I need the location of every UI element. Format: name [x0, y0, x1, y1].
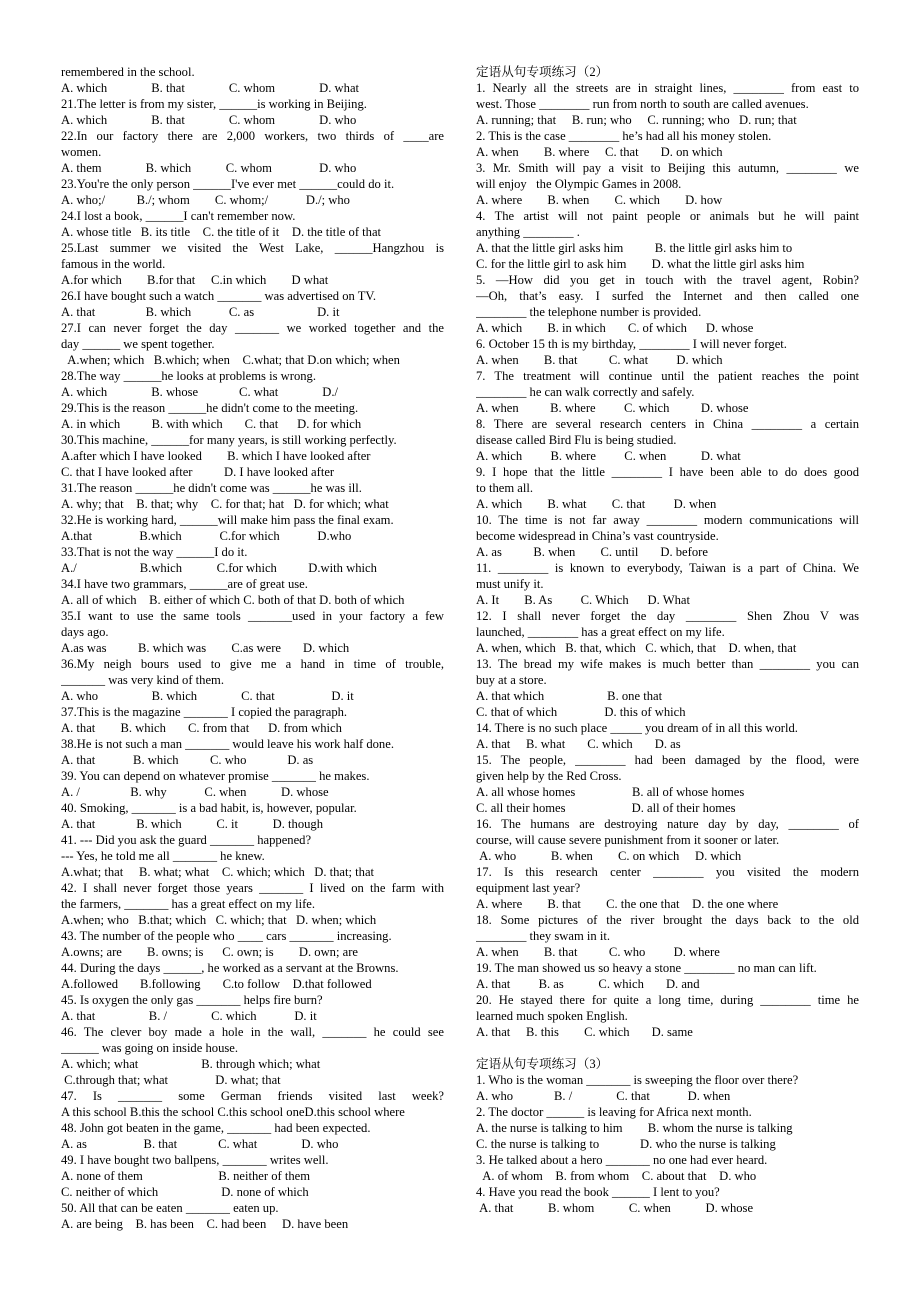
answer-options: A.owns; are B. owns; is C. own; is D. own; are [61, 945, 358, 959]
question-stem: 8. There are several research centers in China ________ a certain [476, 417, 859, 431]
question-stem: 23.You're the only person ______I've ever met ______could do it. [61, 177, 395, 191]
answer-options: A.when; which B.which; when C.what; that D.on which; when [61, 353, 400, 367]
question-stem: 22.In our factory there are 2,000 workers, two thirds of ____are [61, 129, 444, 143]
answer-options: C. that of which D. this of which [476, 705, 686, 719]
text-line: launched, ________ has a great effect on my life. [476, 625, 725, 639]
question-stem: 11. ________ is known to everybody, Taiwan is a part of China. We [476, 561, 859, 575]
answer-options: A. that B. which C. as D. it [61, 305, 340, 319]
answer-options: A. in which B. with which C. that D. for which [61, 417, 362, 431]
question-stem: 3. Mr. Smith will pay a visit to Beijing this autumn, ________ we [476, 161, 859, 175]
answer-options: A.what; that B. what; what C. which; which D. that; that [61, 865, 375, 879]
text-line: days ago. [61, 625, 109, 639]
answer-options: A. as B. that C. what D. who [61, 1137, 339, 1151]
answer-options: A. It B. As C. Which D. What [476, 593, 690, 607]
right-column [476, 64, 859, 1216]
answer-options: A. which B. what C. that D. when [476, 497, 717, 511]
text-line: buy at a store. [476, 673, 547, 687]
answer-options: A. which B. whose C. what D./ [61, 385, 339, 399]
answer-options: A.after which I have looked B. which I have looked after [61, 449, 371, 463]
text-line: course, will cause severe punishment from it sooner or later. [476, 833, 780, 847]
answer-options: A. that B. which C. it D. though [61, 817, 324, 831]
question-stem: 38.He is not such a man _______ would leave his work half done. [61, 737, 394, 751]
text-line: --- Yes, he told me all _______ he knew. [61, 849, 265, 863]
answer-options: A.as was B. which was C.as were D. which [61, 641, 350, 655]
question-stem: 29.This is the reason ______he didn't come to the meeting. [61, 401, 359, 415]
question-stem: 4. The artist will not paint people or animals but he will paint [476, 209, 859, 223]
text-line: learned much spoken English. [476, 1009, 628, 1023]
question-stem: 36.My neigh bours used to give me a hand in time of trouble, [61, 657, 444, 671]
question-stem: 7. The treatment will continue until the patient reaches the point [476, 369, 859, 383]
answer-options: A. when B. that C. what D. which [476, 353, 723, 367]
answer-options: A. that which B. one that [476, 689, 663, 703]
section-heading: 定语从句专项练习（2） [476, 65, 609, 79]
question-stem: 15. The people, ________ had been damaged by the flood, were [476, 753, 859, 767]
answer-options: A. who;/ B./; whom C. whom;/ D./; who [61, 193, 350, 207]
text-line: anything ________ . [476, 225, 580, 239]
answer-options: A./ B.which C.for which D.with which [61, 561, 377, 575]
answer-options: A. none of them B. neither of them [61, 1169, 311, 1183]
answer-options: A. when B. where C. which D. whose [476, 401, 749, 415]
text-line: A this school B.this the school C.this school oneD.this school where [61, 1105, 405, 1119]
answer-options: A. that B. which C. from that D. from which [61, 721, 342, 735]
question-stem: 13. The bread my wife makes is much better than ________ you can [476, 657, 859, 671]
question-stem: 25.Last summer we visited the West Lake, ______Hangzhou is [61, 241, 444, 255]
answer-options: A. that B. as C. which D. and [476, 977, 700, 991]
question-stem: 24.I lost a book, ______I can't remember now. [61, 209, 296, 223]
text-line: women. [61, 145, 102, 159]
question-stem: 14. There is no such place _____ you dream of in all this world. [476, 721, 798, 735]
question-stem: 35.I want to use the same tools _______used in your factory a few [61, 609, 444, 623]
question-stem: 48. John got beaten in the game, _______ had been expected. [61, 1121, 371, 1135]
answer-options: A. when B. that C. who D. where [476, 945, 720, 959]
question-stem: 32.He is working hard, ______will make him pass the final exam. [61, 513, 394, 527]
question-stem: 6. October 15 th is my birthday, ________ I will never forget. [476, 337, 787, 351]
answer-options: A. of whom B. from whom C. about that D. who [476, 1169, 757, 1183]
text-line: ______ was going on inside house. [61, 1041, 239, 1055]
text-line: will enjoy the Olympic Games in 2008. [476, 177, 682, 191]
answer-options: A. running; that B. run; who C. running; who D. run; that [476, 113, 797, 127]
question-stem: 1. Nearly all the streets are in straight lines, ________ from east to [476, 81, 859, 95]
answer-options: A. that B. whom C. when D. whose [476, 1201, 754, 1215]
answer-options: A. which B. where C. when D. what [476, 449, 741, 463]
text-line: ________ he can walk correctly and safely. [476, 385, 695, 399]
answer-options: A. when B. where C. that D. on which [476, 145, 723, 159]
question-stem: 10. The time is not far away ________ modern communications will [476, 513, 859, 527]
question-stem: 17. Is this research center ________ you visited the modern [476, 865, 859, 879]
answer-options: C. for the little girl to ask him D. what the little girl asks him [476, 257, 805, 271]
answer-options: A. where B. when C. which D. how [476, 193, 723, 207]
answer-options: A. which B. in which C. of which D. whose [476, 321, 754, 335]
answer-options: C. neither of which D. none of which [61, 1185, 309, 1199]
answer-options: A.that B.which C.for which D.who [61, 529, 352, 543]
question-stem: 46. The clever boy made a hole in the wall, _______ he could see [61, 1025, 444, 1039]
question-stem: 45. Is oxygen the only gas _______ helps fire burn? [61, 993, 323, 1007]
answer-options: A. which; what B. through which; what [61, 1057, 321, 1071]
text-line: must unify it. [476, 577, 544, 591]
answer-options: A. all of which B. either of which C. both of that D. both of which [61, 593, 405, 607]
answer-options: A. are being B. has been C. had been D. have been [61, 1217, 349, 1231]
answer-options: A. who B. / C. that D. when [476, 1089, 731, 1103]
question-stem: 40. Smoking, _______ is a bad habit, is, however, popular. [61, 801, 357, 815]
answer-options: A.followed B.following C.to follow D.that followed [61, 977, 372, 991]
answer-options: C. that I have looked after D. I have looked after [61, 465, 335, 479]
answer-options: C. all their homes D. all of their homes [476, 801, 736, 815]
question-stem: 30.This machine, ______for many years, is still working perfectly. [61, 433, 397, 447]
question-stem: 50. All that can be eaten _______ eaten up. [61, 1201, 279, 1215]
question-stem: 2. This is the case ________ he’s had all his money stolen. [476, 129, 772, 143]
answer-options: A. who B. when C. on which D. which [476, 849, 742, 863]
answer-options: A. the nurse is talking to him B. whom the nurse is talking [476, 1121, 793, 1135]
blank-line [476, 1040, 859, 1056]
question-stem: 5. —How did you get in touch with the travel agent, Robin? [476, 273, 859, 287]
text-line: equipment last year? [476, 881, 581, 895]
question-stem: 2. The doctor ______ is leaving for Africa next month. [476, 1105, 752, 1119]
question-stem: 21.The letter is from my sister, ______is working in Beijing. [61, 97, 367, 111]
answer-options: A. / B. why C. when D. whose [61, 785, 329, 799]
answer-options: C. the nurse is talking to D. who the nurse is talking [476, 1137, 776, 1151]
question-stem: 1. Who is the woman _______ is sweeping the floor over there? [476, 1073, 799, 1087]
question-stem: 9. I hope that the little ________ I have been able to do does good [476, 465, 859, 479]
text-line: _______ was very kind of them. [61, 673, 224, 687]
question-stem: 27.I can never forget the day _______ we worked together and the [61, 321, 444, 335]
question-stem: 41. --- Did you ask the guard _______ happened? [61, 833, 312, 847]
question-stem: 37.This is the magazine _______ I copied the paragraph. [61, 705, 348, 719]
text-line: to them all. [476, 481, 534, 495]
answer-options: A.for which B.for that C.in which D what [61, 273, 329, 287]
question-stem: 4. Have you read the book ______ I lent to you? [476, 1185, 720, 1199]
question-stem: 28.The way ______he looks at problems is wrong. [61, 369, 316, 383]
question-stem: 49. I have bought two ballpens, _______ writes well. [61, 1153, 329, 1167]
answer-options: A. which B. that C. whom D. who [61, 113, 357, 127]
question-stem: 34.I have two grammars, ______are of great use. [61, 577, 308, 591]
question-stem: 39. You can depend on whatever promise _______ he makes. [61, 769, 370, 783]
answer-options: A. all whose homes B. all of whose homes [476, 785, 745, 799]
text-line: the farmers, _______ has a great effect on my life. [61, 897, 315, 911]
answer-options: A. where B. that C. the one that D. the one where [476, 897, 779, 911]
left-column [61, 64, 444, 1232]
question-stem: 16. The humans are destroying nature day by day, ________ of [476, 817, 859, 831]
text-line: day ______ we spent together. [61, 337, 215, 351]
answer-options: C.through that; what D. what; that [61, 1073, 281, 1087]
answer-options: A. that B. what C. which D. as [476, 737, 681, 751]
question-stem: 19. The man showed us so heavy a stone ________ no man can lift. [476, 961, 817, 975]
answer-options: A. them B. which C. whom D. who [61, 161, 357, 175]
question-stem: 31.The reason ______he didn't come was ______he was ill. [61, 481, 362, 495]
answer-options: A. that B. which C. who D. as [61, 753, 314, 767]
text-line: famous in the world. [61, 257, 166, 271]
question-stem: 43. The number of the people who ____ cars _______ increasing. [61, 929, 392, 943]
question-stem: 20. He stayed there for quite a long time, during ________ time he [476, 993, 859, 1007]
question-stem: 47. Is _______ some German friends visited last week? [61, 1089, 444, 1103]
text-line: west. Those ________ run from north to south are called avenues. [476, 97, 809, 111]
text-line: ________ they swam in it. [476, 929, 610, 943]
text-line: remembered in the school. [61, 65, 195, 79]
answer-options: A. whose title B. its title C. the title of it D. the title of that [61, 225, 382, 239]
question-stem: 18. Some pictures of the river brought the days back to the old [476, 913, 859, 927]
answer-options: A. that the little girl asks him B. the little girl asks him to [476, 241, 793, 255]
text-line: disease called Bird Flu is being studied. [476, 433, 677, 447]
question-stem: 42. I shall never forget those years _______ I lived on the farm with [61, 881, 444, 895]
answer-options: A. when, which B. that, which C. which, that D. when, that [476, 641, 797, 655]
text-line: given help by the Red Cross. [476, 769, 622, 783]
text-line: —Oh, that’s easy. I surfed the Internet and then called one [476, 289, 859, 303]
answer-options: A. as B. when C. until D. before [476, 545, 708, 559]
answer-options: A. that B. this C. which D. same [476, 1025, 693, 1039]
answer-options: A. that B. / C. which D. it [61, 1009, 317, 1023]
answer-options: A.when; who B.that; which C. which; that D. when; which [61, 913, 377, 927]
section-heading: 定语从句专项练习（3） [476, 1057, 609, 1071]
question-stem: 26.I have bought such a watch _______ was advertised on TV. [61, 289, 377, 303]
answer-options: A. who B. which C. that D. it [61, 689, 354, 703]
answer-options: A. why; that B. that; why C. for that; hat D. for which; what [61, 497, 389, 511]
question-stem: 3. He talked about a hero _______ no one had ever heard. [476, 1153, 768, 1167]
text-line: become widespread in China’s vast countryside. [476, 529, 719, 543]
question-stem: 33.That is not the way ______I do it. [61, 545, 248, 559]
question-stem: 44. During the days ______, he worked as a servant at the Browns. [61, 961, 399, 975]
question-stem: 12. I shall never forget the day ________ Shen Zhou V was [476, 609, 859, 623]
text-line: ________ the telephone number is provided. [476, 305, 702, 319]
answer-options: A. which B. that C. whom D. what [61, 81, 360, 95]
